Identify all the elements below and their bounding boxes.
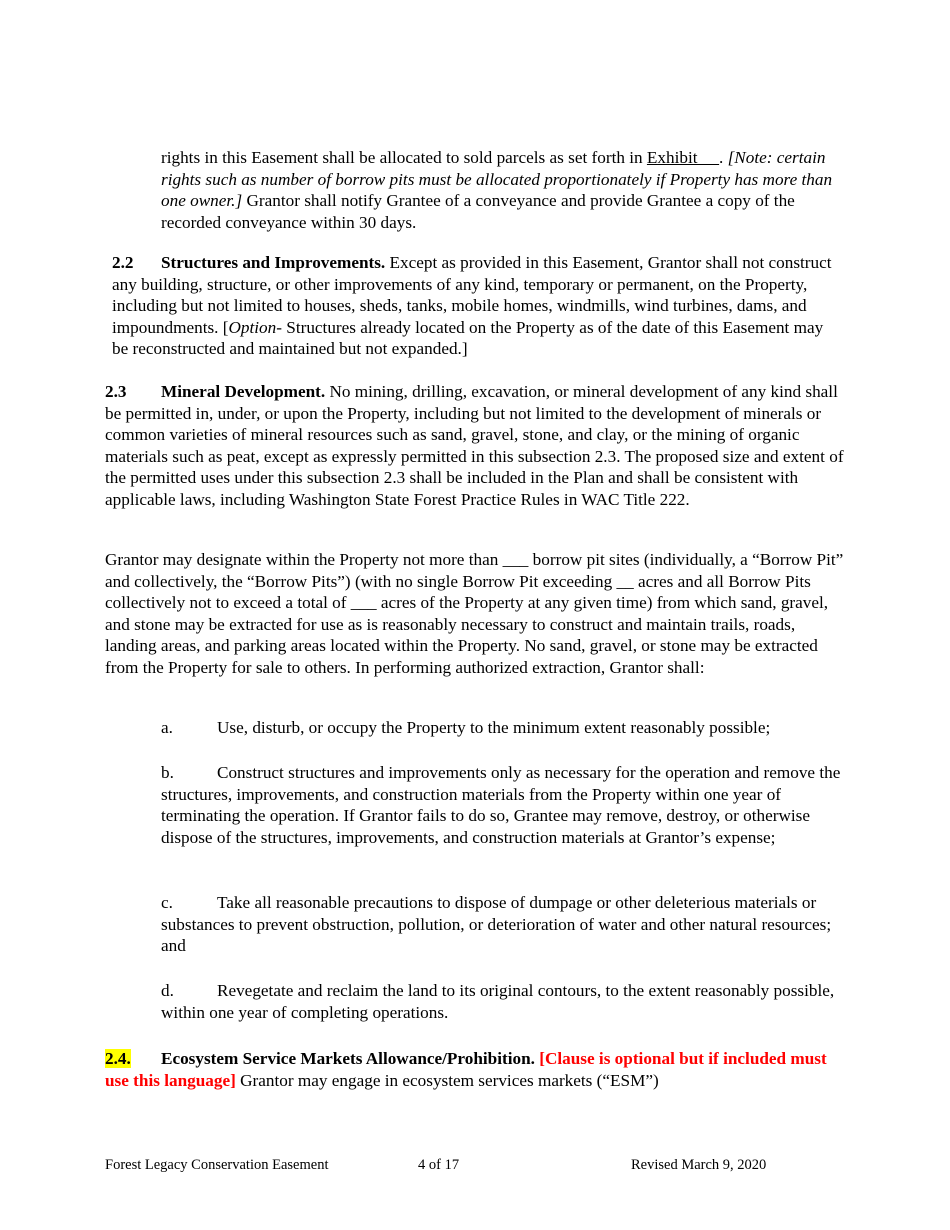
continuation-text-1: rights in this Easement shall be allocated to sold parcels as set forth in [161,148,647,167]
section-number: 2.3 [105,382,127,401]
list-text: Take all reasonable precautions to dispose of dumpage or other deleterious materials or substances to prevent obstruction, pollution, or deterioration of water and other natural resources; and [161,893,832,955]
list-text: Construct structures and improvements only as necessary for the operation and remove the structures, improvements, and construction materials from the Property within one year of terminating the operation. If Grantor fails to do so, Grantee may remove, destroy, or otherwise dispose of the structures, improvements, and construction materials at Grantor’s expense; [161,763,841,847]
option-label: Option- [228,317,282,337]
borrow-pit-paragraph: Grantor may designate within the Property not more than ___ borrow pit sites (individually, a “Borrow Pit” and collectively, the “Borrow Pits”) (with no single Borrow Pit exceeding __ acres and all Borrow Pits collectively not to exceed a total of ___ acres of the Property at any given time) from which sand, gravel, and stone may be extracted for use as is reasonably necessary to construct and maintain trails, roads, landing areas, and parking areas located within the Property. No sand, gravel, or stone may be extracted from the Property for sale to others. In performing authorized extraction, Grantor shall: [105,550,844,677]
continuation-paragraph [161,147,851,233]
footer-title: Forest Legacy Conservation Easement [105,1157,329,1173]
list-letter: b. [161,763,174,782]
section-2-3 [105,381,845,510]
list-item-a [161,717,851,739]
section-body: Except as provided in this Easement, Grantor shall not construct any building, structure, or other improvements of any kind, temporary or permanent, on the Property, including but not limited to houses, sheds, tanks, mobile homes, windmills, wind turbines, dams, and impoundments. [ [112,253,832,337]
continuation-text-2: . [719,148,728,167]
list-text: Use, disturb, or occupy the Property to the minimum extent reasonably possible; [217,718,771,737]
section-body-end: Structures already located on the Property as of the date of this Easement may be reconstructed and maintained but not expanded.] [112,317,824,358]
continuation-text-3: Grantor shall notify Grantee of a conveyance and provide Grantee a copy of the recorded conveyance within 30 days. [161,191,795,232]
section-heading: Mineral Development. [161,382,326,401]
exhibit-reference: Exhibit __ [646,148,720,167]
section-number: 2.2 [112,253,134,272]
list-letter: c. [161,893,173,912]
section-heading: Structures and Improvements. [161,253,386,272]
section-2-4 [105,1048,845,1091]
section-heading: Ecosystem Service Markets Allowance/Prohibition. [161,1049,535,1068]
list-letter: a. [161,718,173,737]
section-body: No mining, drilling, excavation, or mineral development of any kind shall be permitted in, under, or upon the Property, including but not limited to the development of minerals or common varieties of mineral resources such as sand, gravel, stone, and clay, or the mining of organic materials such as peat, except as expressly permitted in this subsection 2.3. The proposed size and extent of the permitted uses under this subsection 2.3 shall be included in the Plan and shall be consistent with applicable laws, including Washington State Forest Practice Rules in WAC Title 222. [105,382,844,509]
section-2-2 [112,252,842,360]
section-number-highlighted: 2.4. [105,1049,131,1068]
list-letter: d. [161,981,174,1000]
list-text: Revegetate and reclaim the land to its original contours, to the extent reasonably possible, within one year of completing operations. [161,981,835,1022]
section-body: Grantor may engage in ecosystem services markets (“ESM”) [235,1070,659,1090]
footer-revision-date: Revised March 9, 2020 [631,1157,767,1173]
optional-clause-note: [Clause is optional but if included must use this language] [105,1049,827,1090]
list-item-d [161,980,851,1023]
ownership-note: [Note: certain rights such as number of borrow pits must be allocated proportionately if Property has more than one owner.] [161,148,833,210]
list-item-c [161,892,851,957]
list-item-b [161,762,851,848]
footer-page-number: 4 of 17 [418,1157,460,1173]
